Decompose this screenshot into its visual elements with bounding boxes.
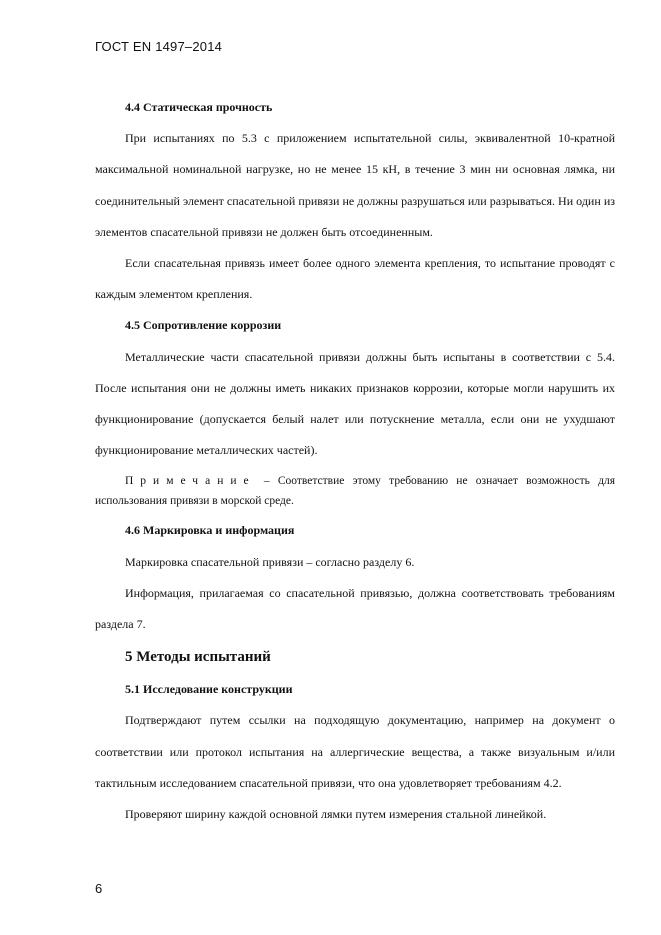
page-number: 6: [95, 881, 103, 896]
page-content: [95, 92, 615, 830]
paragraph: Если спасательная привязь имеет более одного элемента крепления, то испытание проводят с каждым элементом крепления.: [95, 256, 615, 302]
paragraph: Маркировка спасательной привязи – согласно разделу 6.: [125, 554, 415, 569]
section-heading-5: 5 Методы испытаний: [125, 649, 271, 666]
paragraph: Проверяют ширину каждой основной лямки путем измерения стальной линейкой.: [125, 807, 547, 822]
section-heading-4-6: 4.6 Маркировка и информация: [125, 523, 295, 538]
paragraph: Металлические части спасательной привязи должны быть испытаны в соответствии с 5.4. После испытания они не должны иметь никаких признаков коррозии, которые могли нарушить их функционирование (допускается белый налет или потускнение металла, если они не ухудшают функционирование металлических частей).: [95, 349, 615, 458]
note: [95, 466, 615, 515]
paragraph: Подтверждают путем ссылки на подходящую документацию, например на документ о соответствии или протокол испытания на аллергические вещества, а также визуальным и/или тактильным исследованием спасательной привязи, что она удовлетворяет требованиям 4.2.: [95, 713, 615, 790]
note-label: Примечание: [125, 475, 256, 488]
section-heading-5-1: 5.1 Исследование конструкции: [125, 682, 293, 697]
section-heading-4-5: 4.5 Сопротивление коррозии: [125, 318, 282, 333]
section-heading-4-4: 4.4 Статическая прочность: [125, 100, 273, 114]
paragraph: Информация, прилагаемая со спасательной привязью, должна соответствовать требованиям раздела 7.: [95, 585, 615, 632]
paragraph: При испытаниях по 5.3 с приложением испытательной силы, эквивалентной 10-кратной максимальной номинальной нагрузке, но не менее 15 кН, в течение 3 мин ни основная лямка, ни соединительный элемент спасательной привязи не должны разрушаться или разрываться. Ни один из элементов спасательной привязи не должен быть отсоединенным.: [95, 131, 615, 239]
standard-header: ГОСТ EN 1497–2014: [95, 39, 223, 54]
note-text: – Соответствие этому требованию не означает возможность для использования привязи в морской среде.: [95, 475, 615, 508]
